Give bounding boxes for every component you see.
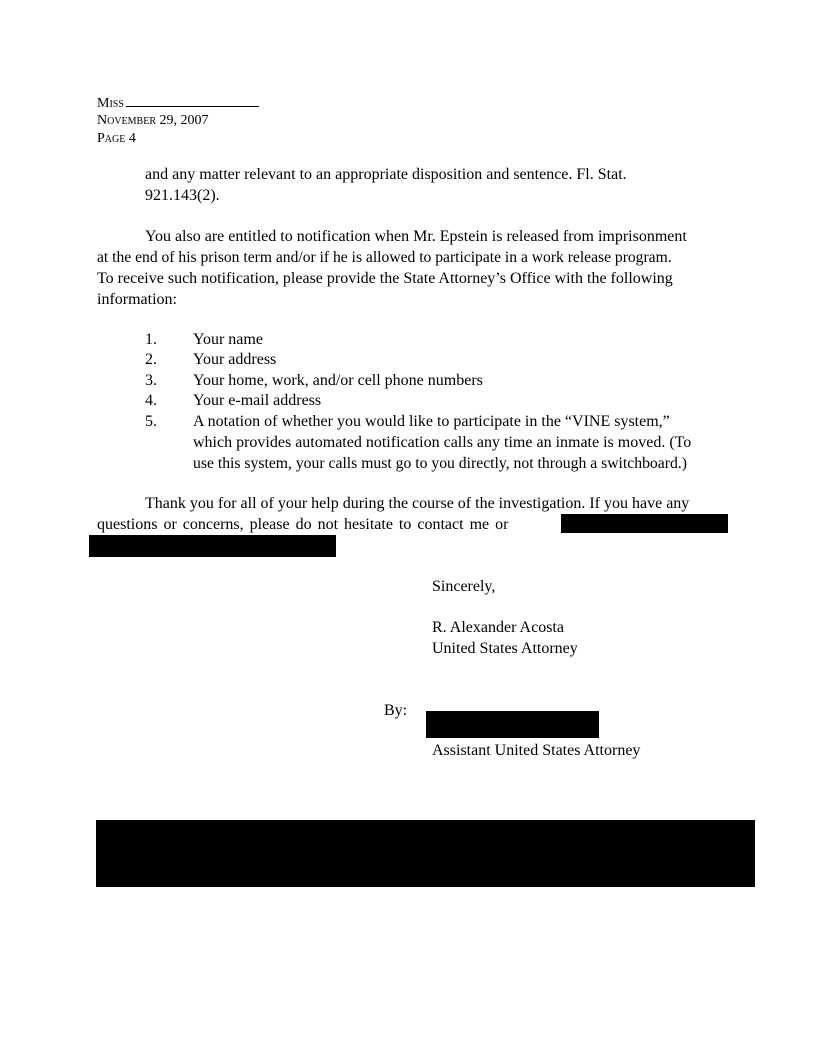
list-item-3-text: Your home, work, and/or cell phone numbers [193,372,483,389]
recipient-line [97,94,259,113]
notification-paragraph-line-3: To receive such notification, please provide the State Attorney’s Office with the following [97,270,673,287]
recipient-salutation: Miss [97,96,124,111]
continuation-line-2: 921.143(2). [145,187,220,204]
list-item-5-text-line-2: which provides automated notification calls any time an inmate is moved. (To [193,434,692,451]
list-item-4-number: 4. [145,392,157,409]
list-item-1-number: 1. [145,331,157,348]
list-item-3-number: 3. [145,372,157,389]
letter-date: November 29, 2007 [97,113,209,128]
page-number: Page 4 [97,131,136,146]
list-item-5-text: A notation of whether you would like to participate in the “VINE system,” [193,413,670,430]
signer-title: United States Attorney [432,640,578,657]
list-item-2-number: 2. [145,351,157,368]
closing-salutation: Sincerely, [432,578,496,595]
list-item-4-text: Your e-mail address [193,392,322,409]
redaction-contact-continued [89,535,336,557]
by-label: By: [384,702,408,719]
closing-paragraph-line-2: questions or concerns, please do not hesitate to contact me or [97,516,509,533]
list-item-1-text: Your name [193,331,263,348]
redaction-footer-block [96,820,755,887]
notification-paragraph-line-4: information: [97,291,177,308]
list-item-5-text-line-3: use this system, your calls must go to you directly, not through a switchboard.) [193,455,687,472]
recipient-name-underline [126,94,259,107]
list-item-2-text: Your address [193,351,277,368]
notification-paragraph-line-1: You also are entitled to notification when Mr. Epstein is released from imprisonment [145,228,687,245]
closing-paragraph-line-1: Thank you for all of your help during the course of the investigation. If you have any [145,495,690,512]
redaction-signature [426,711,599,738]
list-item-5-number: 5. [145,413,157,430]
signer-name: R. Alexander Acosta [432,619,564,636]
redaction-contact-name [561,514,728,533]
notification-paragraph-line-2: at the end of his prison term and/or if he is allowed to participate in a work release program. [97,249,672,266]
continuation-line-1: and any matter relevant to an appropriate disposition and sentence. Fl. Stat. [145,166,627,183]
assistant-title: Assistant United States Attorney [432,742,641,759]
